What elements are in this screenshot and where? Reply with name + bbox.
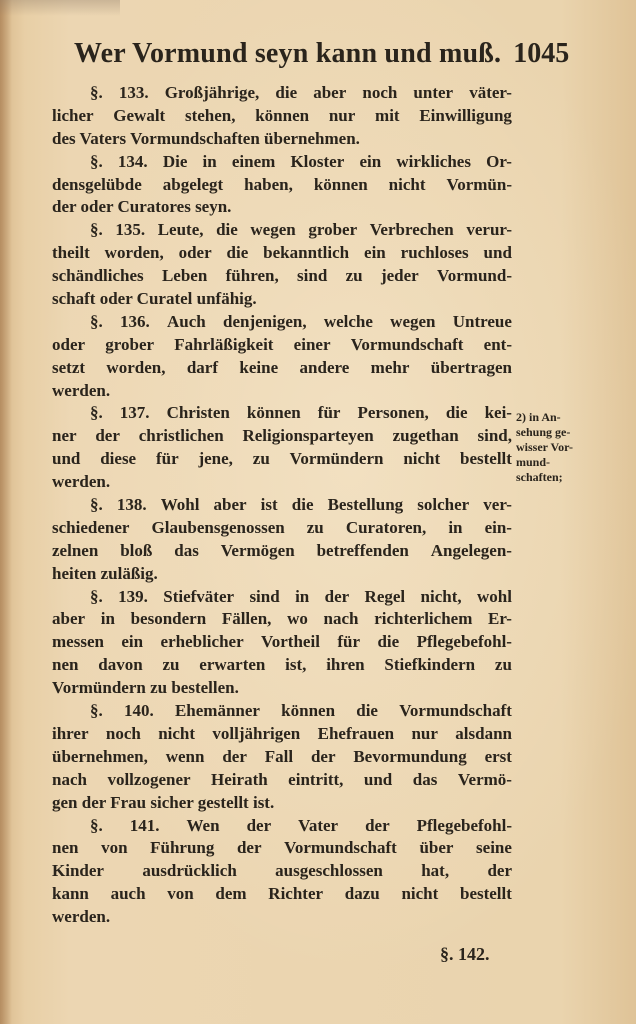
text-line: densgelübde abgelegt haben, können nicht Vormün- [52, 174, 512, 194]
text-line: ner der christlichen Religionsparteyen zugethan sind, [52, 426, 512, 446]
text-line: nen davon zu erwarten ist, ihren Stiefkindern zu [52, 655, 512, 675]
text-line: schaft oder Curatel unfähig. [52, 289, 257, 309]
text-line: messen ein erheblicher Vortheil für die Pflegebefohl- [52, 632, 512, 652]
text-line: oder grober Fahrläßigkeit einer Vormundschaft ent- [52, 334, 512, 354]
text-line: licher Gewalt stehen, können nur mit Einwilligung [52, 105, 512, 125]
text-line: schändliches Leben führen, sind zu jeder Vormund- [52, 266, 512, 286]
text-line: theilt worden, oder die bekanntlich ein ruchloses und [52, 243, 512, 263]
text-line: Vormündern zu bestellen. [52, 678, 239, 698]
text-line: des Vaters Vormundschaften übernehmen. [52, 128, 360, 148]
text-line: Kinder ausdrücklich ausgeschlossen hat, der [52, 861, 512, 881]
text-line: aber in besondern Fällen, wo nach richterlichem Er- [52, 609, 512, 629]
catchword: §. 142. [440, 944, 490, 964]
text-line: §. 141. Wen der Vater der Pflegebefohl- [90, 815, 512, 835]
text-line: nach vollzogener Heirath eintritt, und das Vermö- [52, 769, 512, 789]
body-text [52, 82, 512, 929]
text-line: werden. [52, 907, 111, 927]
text-line: §. 136. Auch denjenigen, welche wegen Untreue [90, 311, 512, 331]
page-number: 1045 [513, 38, 570, 69]
margin-note [516, 410, 626, 485]
text-line: übernehmen, wenn der Fall der Bevormundung erst [52, 746, 512, 766]
page-stain [0, 0, 120, 16]
text-line: §. 139. Stiefväter sind in der Regel nicht, wohl [90, 586, 512, 606]
text-line: §. 134. Die in einem Kloster ein wirkliches Or- [90, 151, 512, 171]
text-line: heiten zuläßig. [52, 563, 158, 583]
text-line: nen von Führung der Vormundschaft über seine [52, 838, 512, 858]
text-line: setzt worden, darf keine andere mehr übertragen [52, 357, 512, 377]
text-line: §. 140. Ehemänner können die Vormundschaft [90, 701, 512, 721]
text-line: werden. [52, 380, 111, 400]
text-line: §. 133. Großjährige, die aber noch unter väter- [90, 83, 512, 102]
margin-note-line: 2) in An- [516, 410, 561, 424]
page-title: Wer Vormund seyn kann und muß. [74, 38, 502, 69]
text-line: §. 135. Leute, die wegen grober Verbrechen verur- [90, 220, 512, 240]
text-line: gen der Frau sicher gestellt ist. [52, 792, 275, 812]
text-line: ihrer noch nicht volljährigen Ehefrauen nur alsdann [52, 723, 512, 743]
margin-note-line: wisser Vor- [516, 440, 573, 454]
text-line: zelnen bloß das Vermögen betreffenden Angelegen- [52, 540, 512, 560]
margin-note-line: sehung ge- [516, 425, 571, 439]
text-line: und diese für jene, zu Vormündern nicht bestellt [52, 449, 512, 469]
running-header [74, 34, 570, 74]
margin-note-line: schaften; [516, 470, 563, 484]
text-line: §. 137. Christen können für Personen, die kei- [90, 403, 512, 423]
text-line: schiedener Glaubensgenossen zu Curatoren, in ein- [52, 517, 512, 537]
text-line: werden. [52, 472, 111, 492]
text-line: der oder Curatores seyn. [52, 197, 232, 217]
margin-note-line: mund- [516, 455, 551, 469]
text-line: kann auch von dem Richter dazu nicht bestellt [52, 884, 512, 904]
page-edge-shadow [0, 0, 12, 1024]
text-line: §. 138. Wohl aber ist die Bestellung solcher ver- [90, 495, 512, 515]
